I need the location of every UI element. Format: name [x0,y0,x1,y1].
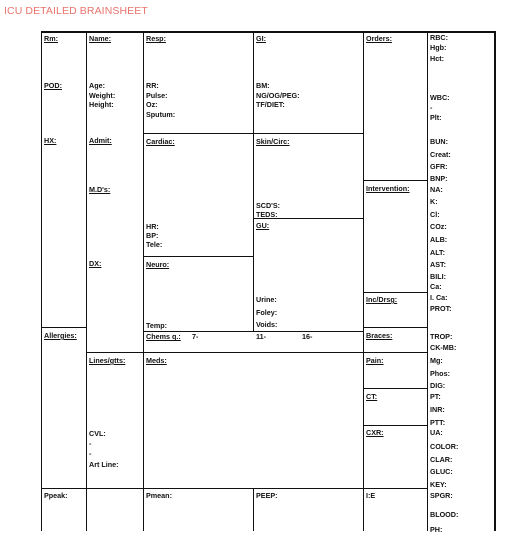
pod-label: POD: [44,81,62,90]
lab-wbc: WBC: [430,93,450,102]
art-line-label: Art Line: [89,460,119,469]
lab-dig: DIG: [430,381,446,390]
lab-ph: PH: [430,525,443,534]
lab-alb: ALB: [430,235,448,244]
hline-pain [363,352,428,353]
lab-blood: BLOOD: [430,510,459,519]
scds-label: SCD'S: [256,201,281,210]
weight-label: Weight: [89,91,116,100]
voids-label: Voids: [256,320,278,329]
pmean-label: Pmean: [146,491,172,500]
lab-bun: BUN: [430,137,448,146]
mds-label: M.D's: [89,185,111,194]
rr-label: RR: [146,81,159,90]
border-left [41,31,42,531]
lab-bili: BILI: [430,272,446,281]
lab-trop: TROP: [430,332,453,341]
vline-name [86,31,87,531]
lab-prot: PROT: [430,304,452,313]
lab-ua: UA: [430,428,443,437]
vline-labs [427,31,428,531]
ct-label: CT: [366,392,378,401]
neuro-label: Neuro: [146,260,170,269]
admit-label: Admit: [89,136,112,145]
rm-label: Rm: [44,34,58,43]
oz-label: Oz: [146,100,158,109]
vline-gi [253,31,254,331]
lab-gluc: GLUC: [430,467,453,476]
lab-inr: INR: [430,405,445,414]
hline-lines [86,352,144,353]
lab-mg: Mg: [430,356,443,365]
lab-ckmb: CK-MB: [430,343,457,352]
name-label: Name: [89,34,111,43]
tf-diet-label: TF/DIET: [256,100,285,109]
pain-label: Pain: [366,356,384,365]
cxr-label: CXR: [366,428,384,437]
meds-label: Meds: [146,356,167,365]
ng-og-peg-label: NG/OG/PEG: [256,91,300,100]
hline-neuro [143,256,254,257]
lines-gtts-label: Lines/gtts: [89,356,126,365]
lab-ast: AST: [430,260,446,269]
resp-label: Resp: [146,34,166,43]
lab-color: COLOR: [430,442,459,451]
lab-gfr: GFR: [430,162,448,171]
lab-bnp: BNP: [430,174,448,183]
lab-phos: Phos: [430,369,450,378]
lab-pt: PT: [430,392,441,401]
age-label: Age: [89,81,105,90]
chems-time-16: 16- [302,332,313,341]
lab-key: KEY: [430,480,447,489]
hline-cardiac [143,133,364,134]
lab-ptt: PTT: [430,418,446,427]
ppeak-label: Ppeak: [44,491,68,500]
hline-ct [363,388,428,389]
vline-resp [143,31,144,531]
foley-label: Foley: [256,308,278,317]
gu-label: GU: [256,221,270,230]
cvl-dash-2: - [89,449,92,458]
intervention-label: Intervention: [366,184,410,193]
ie-label: I:E [366,491,376,500]
cardiac-label: Cardiac: [146,137,175,146]
hline-incdrsg [363,292,428,293]
cvl-dash-1: - [89,439,92,448]
chems-label: Chems q.: [146,332,181,341]
lab-cl: Cl: [430,210,440,219]
allergies-label: Allergies: [44,331,77,340]
bp-label: BP: [146,231,159,240]
temp-label: Temp: [146,321,168,330]
lab-creat: Creat: [430,150,451,159]
braces-label: Braces: [366,331,393,340]
border-right [494,31,496,531]
orders-label: Orders: [366,34,392,43]
chems-time-11: 11- [256,332,266,341]
hline-bottom [41,488,428,489]
hline-cxr [363,425,428,426]
lab-wbc-dash: - [430,103,433,112]
bm-label: BM: [256,81,270,90]
lab-ca: Ca: [430,282,442,291]
lab-alt: ALT: [430,248,446,257]
skin-circ-label: Skin/Circ: [256,137,290,146]
sputum-label: Sputum: [146,110,176,119]
hline-allergies [41,327,87,328]
lab-hct: Hct: [430,54,444,63]
lab-k: K: [430,197,438,206]
hr-label: HR: [146,222,159,231]
vline-peep [253,488,254,531]
height-label: Height: [89,100,114,109]
gi-label: GI: [256,34,266,43]
chems-time-7: 7- [192,332,199,341]
sheet-title: ICU DETAILED BRAINSHEET [4,5,148,17]
lab-na: NA: [430,185,443,194]
lab-rbc: RBC: [430,33,448,42]
urine-label: Urine: [256,295,277,304]
hx-label: HX: [44,136,57,145]
pulse-label: Pulse: [146,91,168,100]
hline-meds [143,352,364,353]
lab-ica: I. Ca: [430,293,448,302]
lab-hgb: Hgb: [430,43,447,52]
cvl-label: CVL: [89,429,106,438]
tele-label: Tele: [146,240,163,249]
hline-intervention [363,180,428,181]
hline-braces [363,327,428,328]
dx-label: DX: [89,259,102,268]
lab-spgr: SPGR: [430,491,453,500]
vline-orders [363,31,364,531]
lab-plt: Plt: [430,113,442,122]
lab-clar: CLAR: [430,455,453,464]
peep-label: PEEP: [256,491,278,500]
inc-drsg-label: Inc/Drsg: [366,295,398,304]
lab-coz: COz: [430,222,447,231]
teds-label: TEDS: [256,210,278,219]
